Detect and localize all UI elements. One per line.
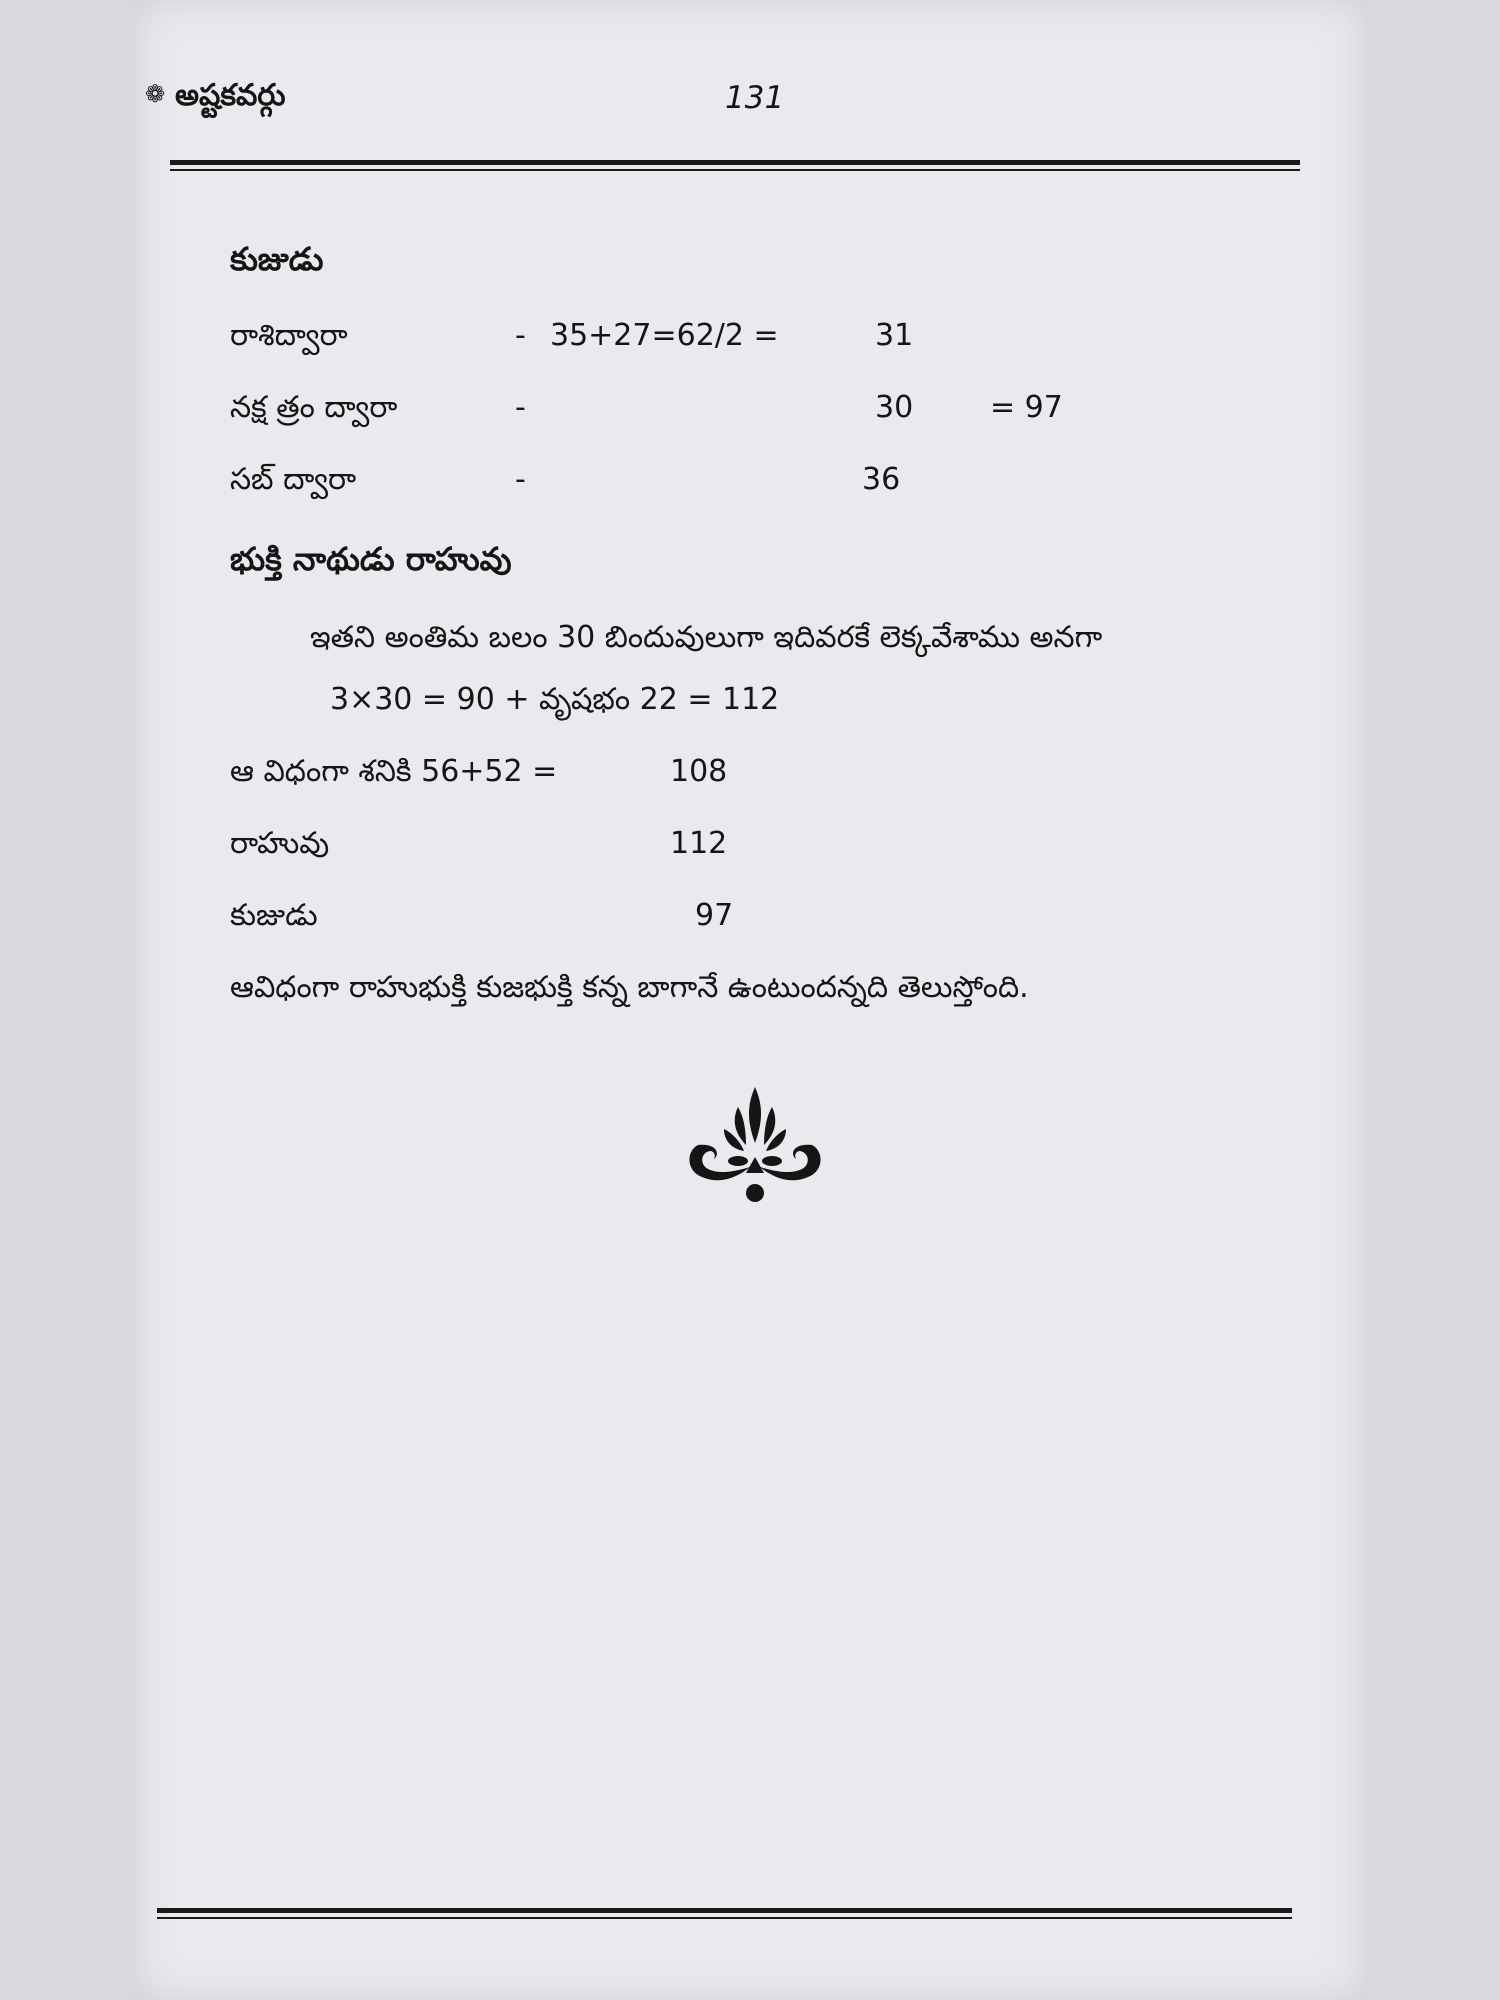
row-total: = 97: [990, 390, 1063, 425]
footer-rule-thin: [157, 1917, 1292, 1919]
comparison-value: 97: [695, 898, 734, 933]
page-number: 131: [725, 80, 785, 116]
row-dash: -: [515, 390, 526, 425]
conclusion-text: ఆవిధంగా రాహుభుక్తి కుజభుక్తి కన్న బాగానే ఉంటుందన్నది తెలుస్తోంది.: [230, 970, 1029, 1005]
book-page: [135, 0, 1365, 2000]
book-title: అష్టకవర్గు: [175, 78, 286, 113]
header-rule-thick: [170, 160, 1300, 165]
comparison-label: కుజుడు: [230, 898, 318, 933]
row-label: సబ్ ద్వారా: [230, 462, 357, 497]
paragraph-text: ఇతని అంతిమ బలం 30 బిందువులుగా ఇదివరకే లెక్కవేశాము అనగా: [310, 620, 1103, 655]
row-value: 30: [875, 390, 914, 425]
floral-ornament-icon: [680, 1085, 830, 1210]
row-dash: -: [515, 462, 526, 497]
formula-text: 3×30 = 90 + వృషభం 22 = 112: [330, 682, 780, 717]
comparison-label: రాహువు: [230, 826, 330, 861]
header-rule-thin: [170, 169, 1300, 171]
row-value: 36: [862, 462, 901, 497]
comparison-value: 112: [670, 826, 728, 861]
row-label: నక్ష త్రం ద్వారా: [230, 390, 398, 425]
footer-rule-thick: [157, 1908, 1292, 1913]
row-value: 31: [875, 318, 914, 353]
row-dash: -: [515, 318, 526, 353]
row-calc: 35+27=62/2 =: [550, 318, 779, 353]
comparison-value: 108: [670, 754, 728, 789]
comparison-label: ఆ విధంగా శనికి 56+52 =: [230, 754, 558, 789]
header-ornament-icon: ❁: [145, 80, 166, 108]
kuja-heading: కుజుడు: [230, 240, 324, 278]
rahu-heading: భుక్తి నాథుడు రాహువు: [230, 540, 512, 578]
row-label: రాశిద్వారా: [230, 318, 348, 353]
